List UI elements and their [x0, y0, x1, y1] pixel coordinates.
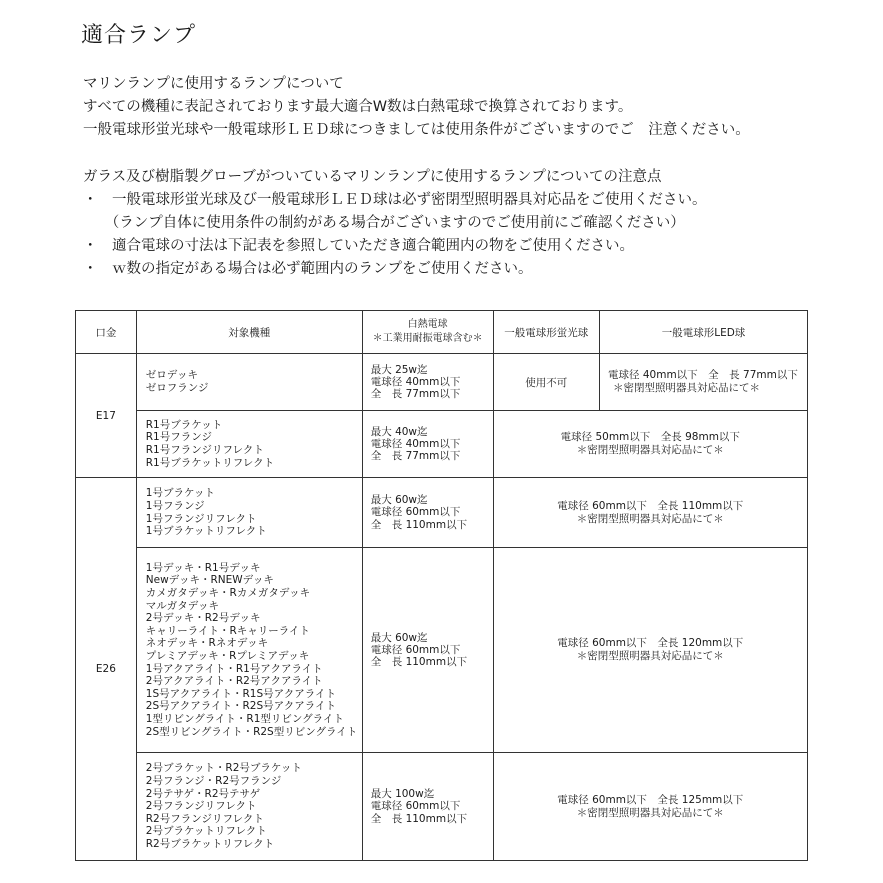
header-incandescent-label: 白熱電球 — [407, 319, 448, 330]
led-cell — [600, 354, 808, 411]
notes-heading: ガラス及び樹脂製グローブがついているマリンランプに使用するランプについての注意点 — [83, 169, 662, 185]
spec-line: 電球径 60mm以下 — [370, 800, 461, 813]
spec-line: 全 長 110mm以下 — [370, 518, 468, 531]
model-cell — [136, 354, 362, 411]
note-item: （ランプ自体に使用条件の制約がある場合がございますのでご使用前にご確認ください） — [83, 215, 685, 231]
model-name: 1S号アクアライト・R1S号アクアライト — [145, 687, 336, 700]
model-cell — [136, 478, 362, 548]
incandescent-cell — [362, 753, 493, 861]
header-incandescent-note: ＊工業用耐振電球含む＊ — [372, 333, 483, 344]
fluorescent-cell: 使用不可 — [493, 354, 599, 411]
notes-paragraph — [83, 166, 707, 281]
model-name: ネオデッキ・Rネオデッキ — [145, 637, 269, 650]
table-row — [76, 548, 808, 753]
model-cell — [136, 411, 362, 478]
spec-line: 最大 100w迄 — [370, 788, 435, 801]
incandescent-cell — [362, 548, 493, 753]
header-cap: 口金 — [76, 311, 137, 354]
model-name: 2号デッキ・R2号デッキ — [145, 612, 261, 625]
spec-line: 最大 60w迄 — [370, 631, 428, 644]
intro-line: 一般電球形蛍光球や一般電球形ＬＥＤ球につきましては使用条件がございますのでご 注意ください。 — [83, 122, 750, 138]
spec-line: 全 長 110mm以下 — [370, 656, 468, 669]
model-name: マルガタデッキ — [145, 599, 220, 612]
page-title: 適合ランプ — [81, 23, 197, 48]
spec-line: 電球径 60mm以下 全長 110mm以下 — [557, 499, 744, 512]
incandescent-cell — [362, 411, 493, 478]
spec-line: ＊密閉型照明器具対応品にて＊ — [576, 512, 724, 525]
note-item: ・ ｗ数の指定がある場合は必ず範囲内のランプをご使用ください。 — [83, 261, 533, 277]
model-name: 2号フランジ・R2号フランジ — [145, 775, 282, 788]
spec-line: ＊密閉型照明器具対応品にて＊ — [576, 806, 724, 819]
note-item: ・ 一般電球形蛍光球及び一般電球形ＬＥＤ球は必ず密閉型照明器具対応品をご使用ください。 — [83, 192, 707, 208]
model-cell — [136, 753, 362, 861]
spec-line: 最大 40w迄 — [370, 425, 428, 438]
spec-line: 電球径 60mm以下 — [370, 506, 461, 519]
table-row — [76, 753, 808, 861]
model-name: 2号ブラケットリフレクト — [145, 825, 267, 838]
model-name: カメガタデッキ・Rカメガタデッキ — [145, 587, 311, 600]
spec-line: 最大 60w迄 — [370, 494, 428, 507]
spec-line: 全 長 110mm以下 — [370, 812, 468, 825]
model-name: 2号アクアライト・R2号アクアライト — [145, 675, 323, 688]
model-cell — [136, 548, 362, 753]
spec-line: 電球径 60mm以下 全長 120mm以下 — [557, 637, 744, 649]
spec-line: 電球径 40mm以下 — [370, 437, 461, 450]
model-name: R2号フランジリフレクト — [145, 812, 264, 825]
model-name: 1号フランジ — [145, 499, 205, 512]
model-name: 1号アクアライト・R1号アクアライト — [145, 662, 323, 675]
model-name: 1号フランジリフレクト — [145, 512, 257, 525]
table-row — [76, 354, 808, 411]
fluorescent-led-cell — [493, 548, 807, 753]
spec-line: 電球径 60mm以下 全長 125mm以下 — [557, 793, 744, 806]
spec-line: 全 長 77mm以下 — [370, 450, 461, 463]
model-name: ゼロデッキ — [145, 369, 199, 382]
header-model: 対象機種 — [136, 311, 362, 354]
model-name: R1号ブラケット — [145, 418, 223, 431]
model-name: 1号デッキ・R1号デッキ — [145, 561, 261, 574]
spec-line: ＊密閉型照明器具対応品にて＊ — [613, 382, 761, 394]
header-incandescent — [362, 311, 493, 354]
intro-line: すべての機種に表記されております最大適合W数は白熱電球で換算されております。 — [83, 99, 633, 115]
spec-line: 電球径 50mm以下 全長 98mm以下 — [560, 431, 740, 443]
model-name: Newデッキ・RNEWデッキ — [145, 574, 274, 587]
model-name: 1型リビングライト・R1型リビングライト — [145, 712, 344, 725]
table-row — [76, 411, 808, 478]
intro-paragraph — [83, 73, 750, 142]
model-name: 2号フランジリフレクト — [145, 800, 257, 813]
incandescent-cell — [362, 354, 493, 411]
model-name: ゼロフランジ — [145, 382, 209, 394]
spec-line: ＊密閉型照明器具対応品にて＊ — [576, 444, 724, 456]
header-led: 一般電球形LED球 — [600, 311, 808, 354]
note-item: ・ 適合電球の寸法は下記表を参照していただき適合範囲内の物をご使用ください。 — [83, 238, 634, 254]
model-name: キャリーライト・Rキャリーライト — [145, 624, 310, 637]
fluorescent-led-cell — [493, 411, 807, 478]
model-name: R1号ブラケットリフレクト — [145, 456, 275, 469]
model-name: 2S型リビングライト・R2S型リビングライト — [145, 725, 358, 738]
model-name: 2S号アクアライト・R2S号アクアライト — [145, 700, 336, 713]
spec-line: 最大 25w迄 — [370, 363, 428, 376]
incandescent-cell — [362, 478, 493, 548]
spec-line: 電球径 40mm以下 全 長 77mm以下 — [608, 369, 798, 381]
spec-line: 電球径 60mm以下 — [370, 643, 461, 656]
model-name: R1号フランジ — [145, 431, 212, 444]
spec-line: 全 長 77mm以下 — [370, 388, 461, 401]
model-name: 1号ブラケット — [145, 487, 215, 500]
spec-line: ＊密閉型照明器具対応品にて＊ — [576, 650, 724, 662]
table-header-row — [76, 311, 808, 354]
fluorescent-led-cell — [493, 478, 807, 548]
model-name: 2号ブラケット・R2号ブラケット — [145, 762, 302, 775]
cap-cell: E26 — [76, 478, 137, 861]
model-name: プレミアデッキ・Rプレミアデッキ — [145, 650, 310, 662]
lamp-compatibility-table — [75, 310, 808, 861]
model-name: R1号フランジリフレクト — [145, 444, 264, 456]
cap-cell: E17 — [76, 354, 137, 478]
model-name: 1号ブラケットリフレクト — [145, 525, 267, 538]
model-name: 2号テサゲ・R2号テサゲ — [145, 787, 261, 800]
spec-line: 電球径 40mm以下 — [370, 375, 461, 388]
table-row — [76, 478, 808, 548]
fluorescent-led-cell — [493, 753, 807, 861]
intro-line: マリンランプに使用するランプについて — [83, 76, 344, 92]
model-name: R2号ブラケットリフレクト — [145, 837, 275, 850]
header-fluorescent: 一般電球形蛍光球 — [493, 311, 599, 354]
